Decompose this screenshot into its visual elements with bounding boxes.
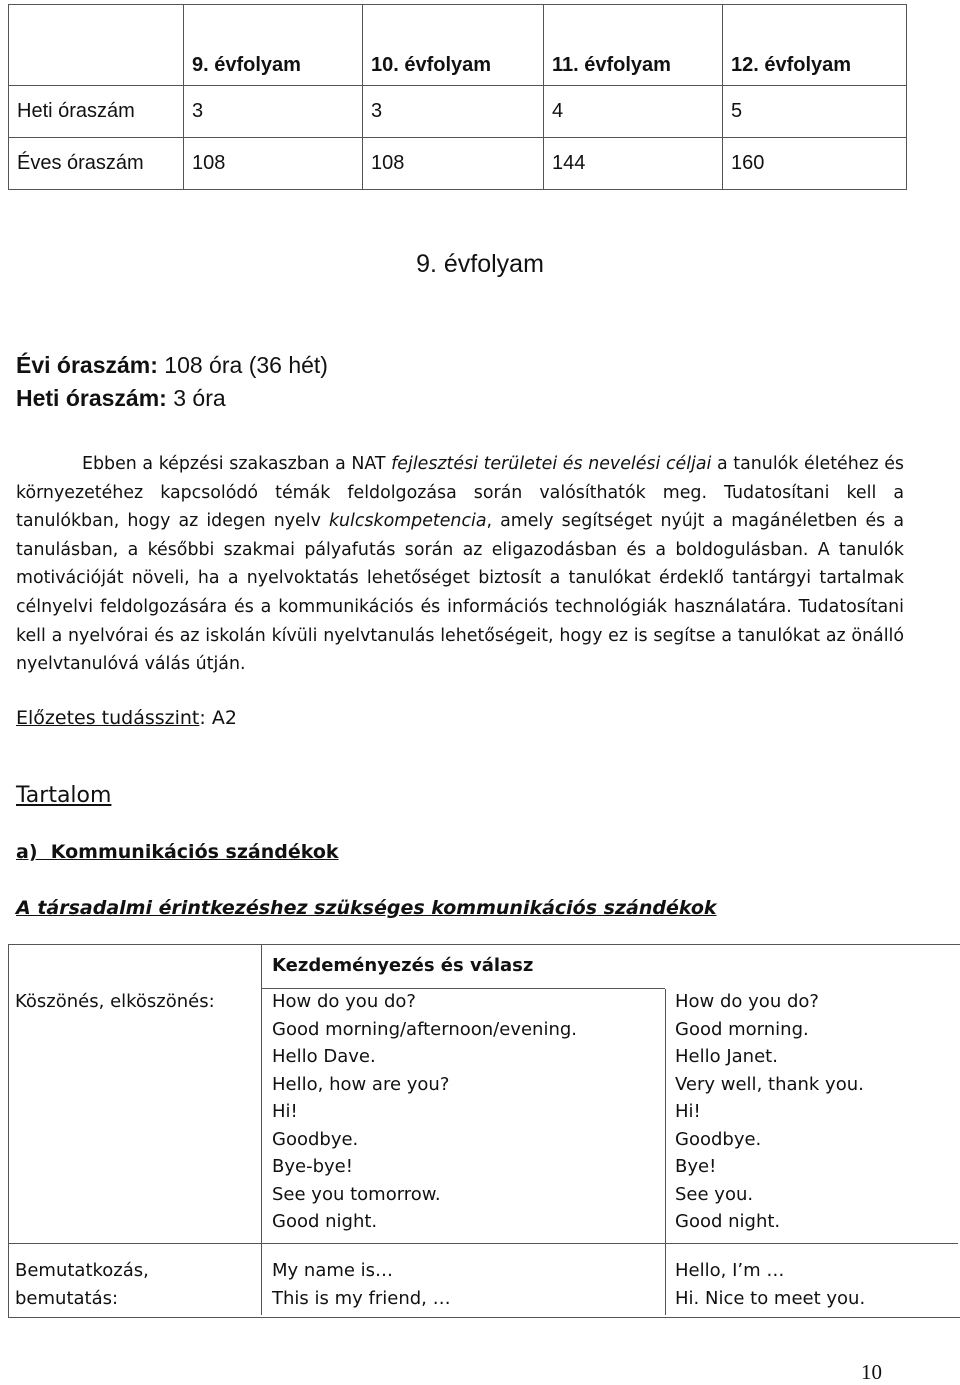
hours-table [8, 4, 907, 190]
table-cell: 5 [723, 86, 907, 138]
hours-table-header-grade11: 11. évfolyam [544, 5, 723, 86]
intro-text-2: a tanulók életéhez és környezetéhez kapcsolódó témák feldolgozása során valósíthatók meg. Tudatosítani kell a tanulókban, hogy az idegen nyelv [16, 454, 904, 532]
phrase-line: Bye! [675, 1156, 717, 1177]
phrase-line: See you tomorrow. [272, 1183, 441, 1205]
intro-italic-2: kulcskompetencia [328, 511, 487, 532]
phrases-row-label [15, 988, 215, 1016]
phrase-line: See you. [675, 1183, 754, 1205]
intro-text-1: Ebben a képzési szakaszban a NAT [82, 454, 392, 474]
row-label-line: Köszönés, elköszönés: [15, 991, 215, 1012]
phrases-initiate-cell [272, 988, 577, 1236]
table-cell: 3 [363, 86, 544, 138]
phrase-line: Goodbye. [675, 1128, 762, 1150]
phrase-line: Hi! [272, 1101, 298, 1122]
intro-paragraph [16, 450, 904, 679]
phrase-line: Hi. Nice to meet you. [675, 1287, 866, 1309]
weekly-hours-line [16, 385, 226, 412]
hours-table-header-grade9: 9. évfolyam [184, 5, 363, 86]
phrase-line: Hi! [675, 1101, 701, 1122]
grade-title: 9. évfolyam [416, 250, 544, 278]
prior-level [16, 707, 237, 729]
table-cell: 160 [723, 138, 907, 190]
table-cell: 108 [363, 138, 544, 190]
phrase-line: Good night. [675, 1211, 781, 1232]
table-divider [665, 989, 666, 1315]
table-cell: Heti óraszám [9, 86, 184, 138]
prior-level-value: : A2 [199, 707, 237, 729]
phrase-line: Very well, thank you. [675, 1073, 864, 1095]
annual-hours-value: 108 óra (36 hét) [164, 352, 328, 378]
table-divider [9, 1243, 958, 1244]
table-row [9, 138, 907, 190]
phrase-line: Good morning. [675, 1018, 809, 1040]
annual-hours-label: Évi óraszám: [16, 352, 158, 378]
phrase-line: Hello Janet. [675, 1046, 778, 1067]
table-row [9, 86, 907, 138]
phrase-line: How do you do? [675, 991, 819, 1012]
table-cell: 4 [544, 86, 723, 138]
prior-level-label: Előzetes tudásszint [16, 707, 200, 729]
phrase-line: Good morning/afternoon/evening. [272, 1018, 577, 1040]
hours-table-header-row [9, 5, 907, 86]
table-cell: Éves óraszám [9, 138, 184, 190]
row-label-line: bemutatás: [15, 1287, 119, 1309]
table-cell: 3 [184, 86, 363, 138]
phrase-line: Goodbye. [272, 1128, 359, 1150]
weekly-hours-label: Heti óraszám: [16, 385, 167, 411]
hours-table-header-grade12: 12. évfolyam [723, 5, 907, 86]
section-title: Tartalom [16, 783, 112, 808]
hours-table-corner [9, 5, 184, 86]
phrase-line: This is my friend, … [272, 1287, 451, 1309]
table-cell: 108 [184, 138, 363, 190]
page-number: 10 [861, 1360, 882, 1384]
row-label-line: Bemutatkozás, [15, 1260, 149, 1281]
annual-hours-line [16, 352, 328, 379]
intro-text-3: , amely segítséget nyújt a magánéletben és a tanulásban, a későbbi szakmai pályafutás során az eligazodásban és a boldogulásban. A tanulók motivációját növeli, ha a nyelvoktatás lehetőséget biztosít a tanulókat érdeklő tantárgyi tartalmak célnyelvi feldolgozására és a kommunikációs és információs technológiák használatára. Tudatosítani kell a nyelvórai és az iskolán kívüli nyelvtanulás lehetőségeit, hogy ez is segítse a tanulókat az önálló nyelvtanulóvá válás útján. [16, 511, 904, 675]
phrases-header: Kezdeményezés és válasz [272, 955, 534, 976]
phrases-response-cell [675, 1257, 865, 1312]
phrase-line: Good night. [272, 1211, 378, 1232]
phrase-line: My name is… [272, 1260, 394, 1281]
phrase-line: Hello, I’m … [675, 1260, 785, 1281]
phrase-line: Bye-bye! [272, 1156, 353, 1177]
hours-table-header-grade10: 10. évfolyam [363, 5, 544, 86]
phrase-line: Hello, how are you? [272, 1073, 450, 1095]
phrase-line: Hello Dave. [272, 1046, 376, 1067]
table-cell: 144 [544, 138, 723, 190]
subsubsection-title: A társadalmi érintkezéshez szükséges kommunikációs szándékok [16, 897, 717, 919]
subsection-title: a) Kommunikációs szándékok [16, 841, 339, 863]
phrase-line: How do you do? [272, 991, 416, 1012]
table-divider [261, 945, 262, 1315]
phrases-row-label [15, 1257, 149, 1312]
phrases-response-cell [675, 988, 864, 1236]
weekly-hours-value: 3 óra [173, 385, 226, 411]
phrases-initiate-cell [272, 1257, 451, 1312]
intro-italic-1: fejlesztési területei és nevelési céljai [391, 454, 712, 474]
